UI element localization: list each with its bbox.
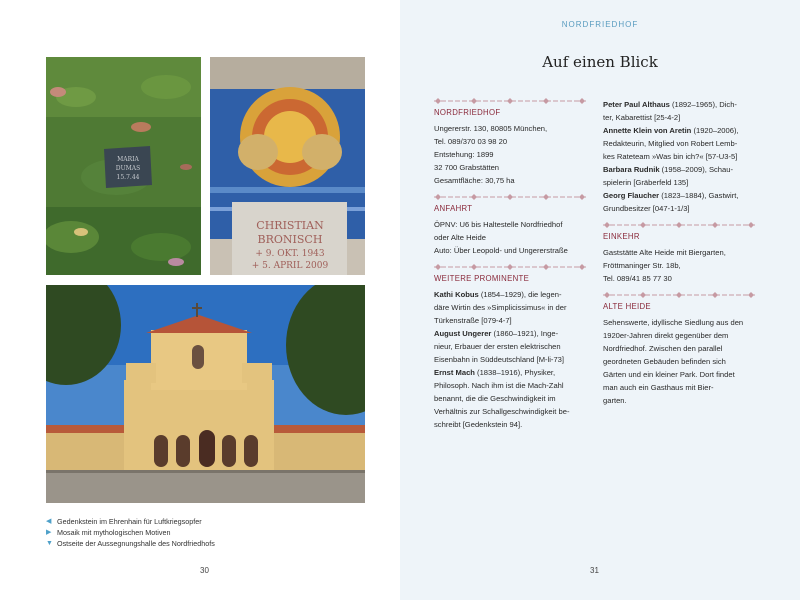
caption-item [46, 527, 376, 538]
stone-line-3: 15.7.44 [116, 174, 140, 181]
ornament-divider [434, 194, 586, 200]
section-heading: WEITERE PROMINENTE [434, 274, 530, 283]
caption-item [46, 516, 376, 527]
person-name: August Ungerer [434, 329, 492, 338]
text-line: Auto: Über Leopold- und Ungererstraße [434, 246, 568, 255]
text-line: Gärten und ein kleiner Park. Dort findet [603, 370, 735, 379]
section-nordfriedhof [434, 98, 586, 187]
page-title: Auf einen Blick [542, 53, 658, 71]
text-line: ter, Kabarettist [25-4-2] [603, 113, 681, 122]
person-name: Ernst Mach [434, 368, 475, 377]
text-line: däre Wirtin des »Simplicissimus« in der [434, 303, 567, 312]
text-line: Fröttmaninger Str. 18b, [603, 261, 681, 270]
column-left [434, 98, 586, 438]
section-anfahrt [434, 194, 586, 257]
text-line: 1920er-Jahren direkt gegenüber dem [603, 331, 729, 340]
text-line: 32 700 Grabstätten [434, 163, 500, 172]
text-line: Türkenstraße [079-4-7] [434, 316, 512, 325]
photo-mosaic [210, 57, 365, 275]
text-line: nieur, Erbauer der ersten elektrischen [434, 342, 561, 351]
running-head: NORDFRIEDHOF [561, 20, 639, 29]
text-line [603, 124, 755, 137]
person-name: Annette Klein von Aretin [603, 126, 692, 135]
stone-line-2: DUMAS [115, 165, 141, 172]
stone-name-first: CHRISTIAN [256, 219, 324, 232]
person-detail: (1958–2009), Schau- [659, 165, 734, 174]
arrow-right-icon: ▶ [46, 529, 52, 536]
text-line [603, 98, 755, 111]
text-line: Sehenswerte, idyllische Siedlung aus den [603, 318, 744, 327]
text-line [434, 366, 586, 379]
section-heading: ALTE HEIDE [603, 302, 651, 311]
ornament-divider [434, 98, 586, 104]
text-line: Tel. 089/41 85 77 30 [603, 274, 672, 283]
text-line: garten. [603, 396, 627, 405]
text-line: kes Rateteam »Was bin ich?« [57-U3-5] [603, 152, 738, 161]
person-name: Kathi Kobus [434, 290, 479, 299]
photo-memorial-stone [46, 57, 201, 275]
text-line: Philosoph. Nach ihm ist die Mach-Zahl [434, 381, 564, 390]
caption-text: Mosaik mit mythologischen Motiven [57, 528, 171, 537]
page-number-right: 31 [590, 566, 599, 575]
caption-text: Gedenkstein im Ehrenhain für Luftkriegsopfer [57, 517, 202, 526]
stone-date-birth: + 9. OKT. 1943 [255, 249, 325, 259]
arrow-left-icon: ◀ [46, 518, 52, 525]
section-heading: EINKEHR [603, 232, 640, 241]
stone-date-death: + 5. APRIL 2009 [251, 261, 329, 271]
person-detail: (1854–1929), die legen- [478, 290, 562, 299]
section-alte-heide [603, 292, 755, 407]
person-name: Georg Flaucher [603, 191, 660, 200]
column-right [603, 98, 755, 414]
person-detail: (1860–1921), Inge- [491, 329, 559, 338]
stone-name-last: BRONISCH [257, 233, 323, 246]
text-line: Redakteurin, Mitglied von Robert Lemb- [603, 139, 738, 148]
text-line: benannt, die die Geschwindigkeit im [434, 394, 556, 403]
person-detail: (1920–2006), [691, 126, 739, 135]
text-line: Tel. 089/370 03 98 20 [434, 137, 508, 146]
text-line: Grundbesitzer [047-1-1/3] [603, 204, 690, 213]
text-line [603, 163, 755, 176]
text-line: Entstehung: 1899 [434, 150, 494, 159]
text-line [603, 189, 755, 202]
ornament-divider [603, 292, 755, 298]
caption-text: Ostseite der Aussegnungshalle des Nordfriedhofs [57, 539, 215, 548]
text-line: ÖPNV: U6 bis Haltestelle Nordfriedhof [434, 220, 563, 229]
ornament-divider [434, 264, 586, 270]
text-line: Nordfriedhof. Zwischen den parallel [603, 344, 723, 353]
text-line: Eisenbahn in Süddeutschland [M-li-73] [434, 355, 565, 364]
caption-item [46, 538, 376, 549]
person-name: Barbara Rudnik [603, 165, 660, 174]
text-line: spielerin [Gräberfeld 135] [603, 178, 689, 187]
person-detail: (1892–1965), Dich- [669, 100, 737, 109]
person-name: Peter Paul Althaus [603, 100, 670, 109]
text-line: oder Alte Heide [434, 233, 486, 242]
text-line: man auch ein Gasthaus mit Bier- [603, 383, 714, 392]
section-prominente [434, 264, 586, 431]
photo-funeral-hall [46, 285, 365, 503]
text-line: schreibt [Gedenkstein 94]. [434, 420, 523, 429]
ornament-divider [603, 222, 755, 228]
text-line: Gaststätte Alte Heide mit Biergarten, [603, 248, 726, 257]
text-line [434, 288, 586, 301]
text-line: Ungererstr. 130, 80805 München, [434, 124, 548, 133]
section-more-names [603, 98, 755, 215]
photo-captions [46, 516, 376, 549]
person-detail: (1838–1916), Physiker, [474, 368, 556, 377]
text-line [434, 327, 586, 340]
section-einkehr [603, 222, 755, 285]
arrow-down-icon: ▼ [46, 540, 53, 547]
right-page [400, 0, 800, 600]
person-detail: (1823–1884), Gastwirt, [659, 191, 739, 200]
stone-line-1: MARIA [117, 156, 139, 163]
page-number-left: 30 [200, 566, 209, 575]
text-line: Verhältnis zur Schallgeschwindigkeit be- [434, 407, 570, 416]
text-line: geordneten Gebäuden befinden sich [603, 357, 726, 366]
section-heading: NORDFRIEDHOF [434, 108, 501, 117]
text-line: Gesamtfläche: 30,75 ha [434, 176, 515, 185]
section-heading: ANFAHRT [434, 204, 473, 213]
